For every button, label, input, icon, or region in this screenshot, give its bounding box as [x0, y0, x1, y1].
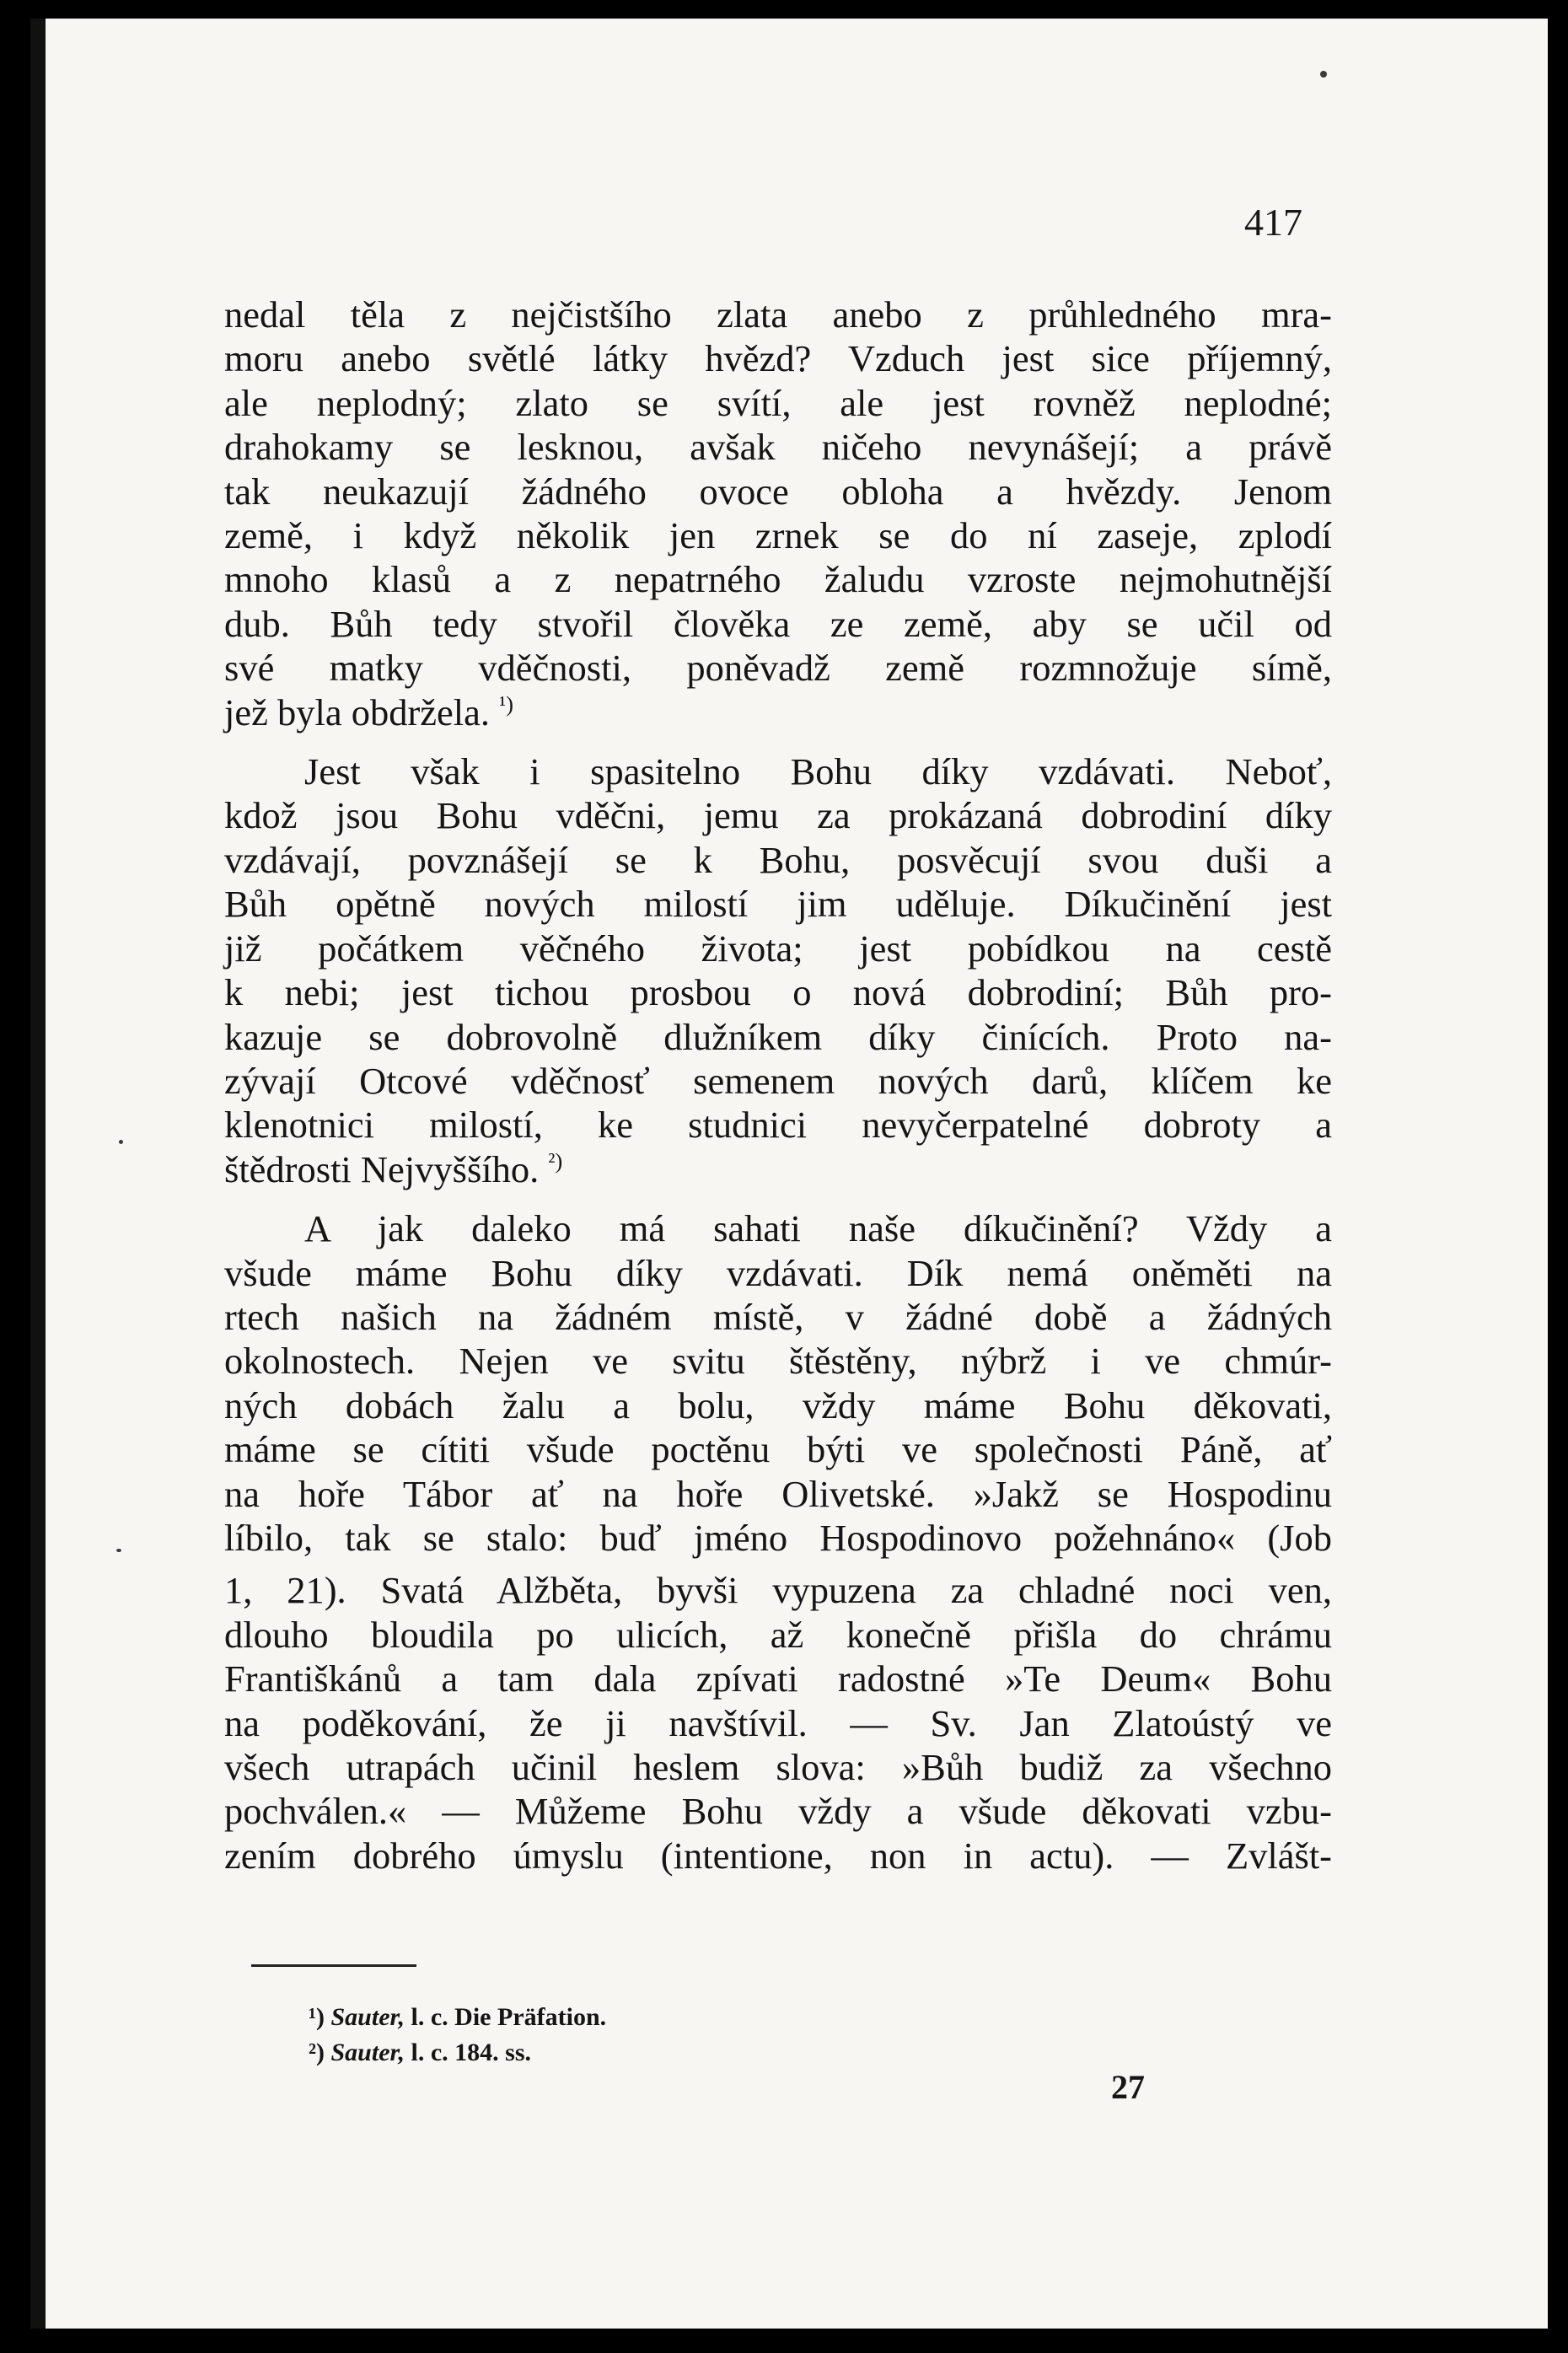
- text-line: moru anebo světlé látky hvězd? Vzduch jest sice příjemný,: [224, 337, 1332, 380]
- body-text: [224, 293, 1332, 1878]
- text-line: okolnostech. Nejen ve svitu štěstěny, nýbrž i ve chmúr-: [224, 1340, 1332, 1383]
- text-line: [224, 690, 1332, 734]
- text-line: pochválen.« — Můžeme Bohu vždy a všude děkovati vzbu-: [224, 1790, 1332, 1833]
- text-line: 1, 21). Svatá Alžběta, byvši vypuzena za chladné noci ven,: [224, 1569, 1332, 1612]
- text-line-content: jež byla obdržela.: [224, 690, 491, 733]
- text-line: A jak daleko má sahati naše díkučinění? Vždy a: [304, 1207, 1332, 1250]
- text-line: kazuje se dobrovolně dlužníkem díky činících. Proto na-: [224, 1015, 1332, 1058]
- text-line: zývají Otcové vděčnosť semenem nových darů, klíčem ke: [224, 1059, 1332, 1102]
- ink-speck: [119, 1140, 123, 1144]
- text-line: nedal těla z nejčistšího zlata anebo z průhledného mra-: [224, 293, 1332, 336]
- text-line: mnoho klasů a z nepatrného žaludu vzroste nejmohutnější: [224, 558, 1332, 601]
- text-line-content: štědrosti Nejvyššího.: [224, 1147, 540, 1190]
- footnote-marker: ²): [309, 2039, 325, 2066]
- footnote-author: Sauter,: [330, 2003, 405, 2031]
- text-line: ale neplodný; zlato se svítí, ale jest rovněž neplodné;: [224, 381, 1332, 424]
- footnote-text: l. c. 184. ss.: [411, 2039, 532, 2066]
- text-line: rtech našich na žádném místě, v žádné době a žádných: [224, 1295, 1332, 1338]
- text-line: drahokamy se lesknou, avšak ničeho nevynášejí; a právě: [224, 426, 1332, 469]
- text-line: dub. Bůh tedy stvořil člověka ze země, aby se učil od: [224, 602, 1332, 645]
- text-line: kdož jsou Bohu vděčni, jemu za prokázaná dobrodiní díky: [224, 794, 1332, 837]
- text-line: [224, 1147, 1332, 1191]
- text-line: vzdávají, povznášejí se k Bohu, posvěcují svou duši a: [224, 838, 1332, 881]
- text-line: Jest však i spasitelno Bohu díky vzdávati. Neboť,: [304, 750, 1332, 793]
- footnotes: [309, 2000, 606, 2071]
- signature-number: 27: [1111, 2068, 1145, 2106]
- footnote-divider: [251, 1964, 416, 1967]
- text-line: máme se cítiti všude poctěnu býti ve společnosti Páně, ať: [224, 1428, 1332, 1471]
- ink-speck: [1320, 71, 1327, 78]
- text-line: k nebi; jest tichou prosbou o nová dobrodiní; Bůh pro-: [224, 971, 1332, 1014]
- paragraph-2: [224, 749, 1332, 1191]
- page-number: 417: [1244, 201, 1302, 244]
- footnote-2: [309, 2035, 606, 2071]
- text-line: na hoře Tábor ať na hoře Olivetské. »Jakž se Hospodinu: [224, 1472, 1332, 1515]
- text-line: již počátkem věčného života; jest pobídkou na cestě: [224, 927, 1332, 970]
- footnote-1: [309, 2000, 606, 2035]
- paragraph-1: [224, 293, 1332, 734]
- ink-speck: [116, 1549, 121, 1552]
- text-line: klenotnici milostí, ke studnici nevyčerpatelné dobroty a: [224, 1104, 1332, 1147]
- text-line: země, i když několik jen zrnek se do ní zaseje, zplodí: [224, 514, 1332, 557]
- text-line: všude máme Bohu díky vzdávati. Dík nemá oněměti na: [224, 1251, 1332, 1294]
- book-page: [30, 19, 1548, 2329]
- text-line: zením dobrého úmyslu (intentione, non in actu). — Zvlášt-: [224, 1834, 1332, 1877]
- text-line: Františkánů a tam dala zpívati radostné »Te Deum« Bohu: [224, 1657, 1332, 1700]
- paragraph-3: [224, 1206, 1332, 1878]
- text-line: na poděkování, že ji navštívil. — Sv. Jan Zlatoústý ve: [224, 1701, 1332, 1744]
- text-line: tak neukazují žádného ovoce obloha a hvězdy. Jenom: [224, 470, 1332, 513]
- text-line: své matky vděčnosti, poněvadž země rozmnožuje símě,: [224, 647, 1332, 690]
- text-line: dlouho bloudila po ulicích, až konečně přišla do chrámu: [224, 1613, 1332, 1656]
- text-line: líbilo, tak se stalo: buď jméno Hospodinovo požehnáno« (Job: [224, 1516, 1332, 1559]
- footnote-marker: ¹): [309, 2003, 325, 2031]
- footnote-text: l. c. Die Präfation.: [411, 2003, 607, 2031]
- text-line: ných dobách žalu a bolu, vždy máme Bohu děkovati,: [224, 1383, 1332, 1426]
- footnote-author: Sauter,: [330, 2039, 405, 2066]
- footnote-ref: ²): [548, 1147, 563, 1174]
- page-spine-shadow: [30, 19, 46, 2329]
- text-line: Bůh opětně nových milostí jim uděluje. Díkučinění jest: [224, 883, 1332, 926]
- footnote-ref: ¹): [499, 690, 514, 717]
- text-line: všech utrapách učinil heslem slova: »Bůh budiž za všechno: [224, 1746, 1332, 1788]
